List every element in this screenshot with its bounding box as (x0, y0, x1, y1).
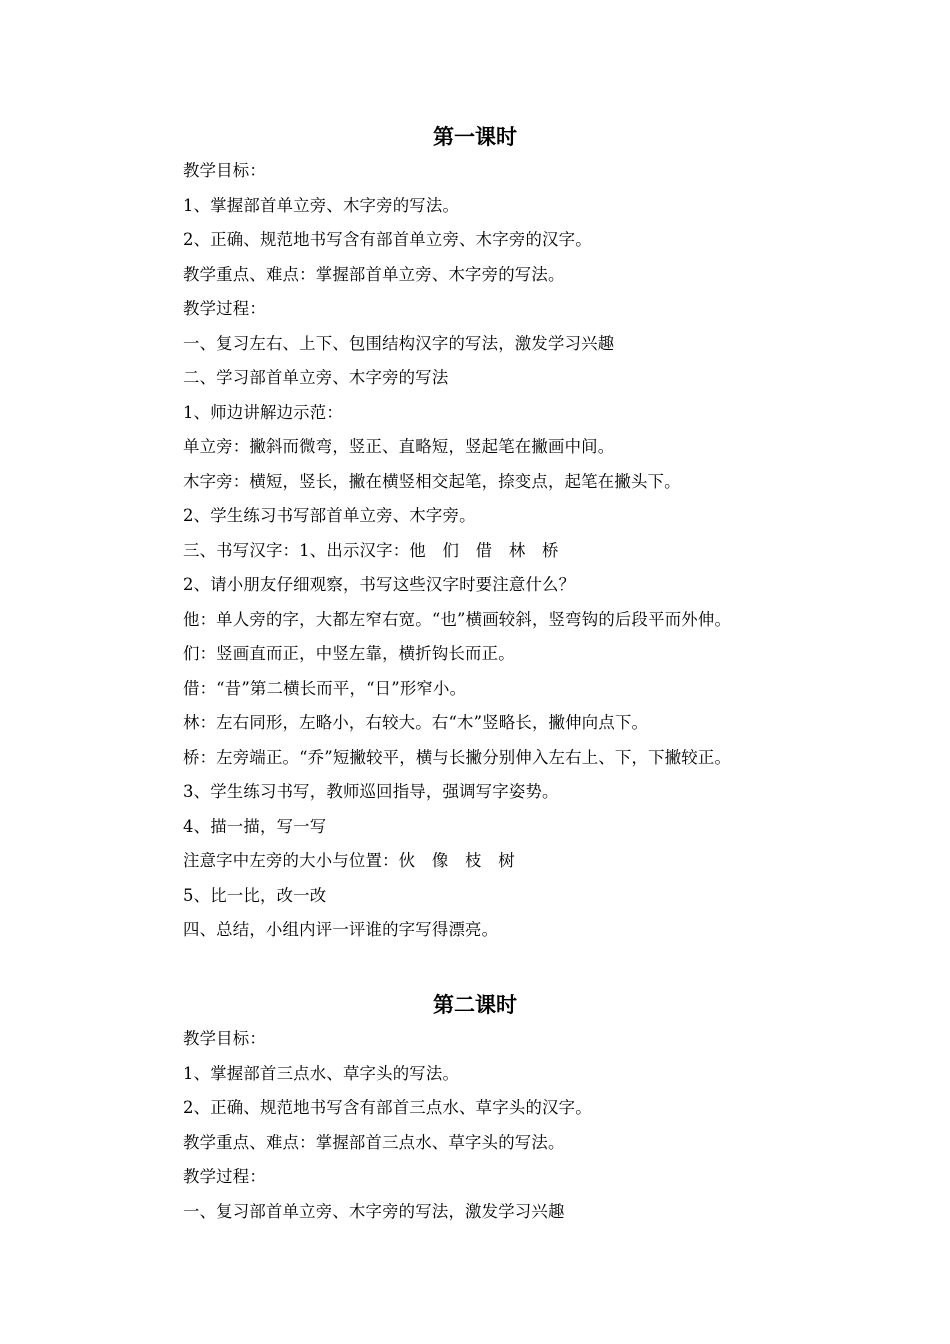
lesson-1-line: 桥：左旁端正。“乔”短撇较平，横与长撇分别伸入左右上、下，下撇较正。 (183, 747, 732, 767)
lesson-1-line: 林：左右同形，左略小，右较大。右“木”竖略长，撇伸向点下。 (183, 713, 649, 732)
lesson-2-section (183, 988, 823, 1229)
lesson-1-line: 5、比一比，改一改 (183, 885, 327, 905)
lesson-1-line: 木字旁：横短，竖长，撇在横竖相交起笔，捺变点，起笔在撇头下。 (183, 471, 681, 491)
lesson-1-line: 二、学习部首单立旁、木字旁的写法 (183, 368, 449, 387)
lesson-2-line: 一、复习部首单立旁、木字旁的写法，激发学习兴趣 (183, 1201, 565, 1221)
lesson-1-line: 四、总结，小组内评一评谁的字写得漂亮。 (183, 920, 499, 939)
lesson-2-line: 教学重点、难点：掌握部首三点水、草字头的写法。 (183, 1132, 565, 1152)
lesson-2-lines (183, 1022, 823, 1229)
lesson-1-line: 一、复习左右、上下、包围结构汉字的写法，激发学习兴趣 (183, 333, 615, 353)
lesson-1-line: 单立旁：撇斜而微弯，竖正、直略短，竖起笔在撇画中间。 (183, 437, 615, 456)
lesson-1-line: 借：“昔”第二横长而平，“日”形窄小。 (183, 678, 467, 698)
lesson-2-title: 第二课时 (433, 993, 517, 1017)
lesson-1-line: 三、书写汉字：1、出示汉字：他 们 借 林 桥 (183, 540, 559, 560)
lesson-2-line: 教学目标： (183, 1029, 266, 1048)
lesson-1-line: 们：竖画直而正，中竖左靠，横折钩长而正。 (183, 644, 515, 663)
lesson-1-line: 教学过程： (183, 299, 266, 318)
lesson-1-line: 2、学生练习书写部首单立旁、木字旁。 (183, 506, 476, 525)
lesson-1-line: 1、掌握部首单立旁、木字旁的写法。 (183, 195, 460, 215)
lesson-2-line: 2、正确、规范地书写含有部首三点水、草字头的汉字。 (183, 1098, 592, 1117)
lesson-1-line: 他：单人旁的字，大都左窄右宽。“也”横画较斜，竖弯钩的后段平而外伸。 (183, 609, 732, 629)
lesson-1-line: 教学重点、难点：掌握部首单立旁、木字旁的写法。 (183, 264, 565, 284)
lesson-1-lines (183, 154, 823, 948)
lesson-1-line: 2、正确、规范地书写含有部首单立旁、木字旁的汉字。 (183, 230, 592, 249)
lesson-2-line: 1、掌握部首三点水、草字头的写法。 (183, 1063, 460, 1083)
lesson-1-line: 2、请小朋友仔细观察，书写这些汉字时要注意什么？ (183, 575, 576, 594)
lesson-1-line: 1、师边讲解边示范： (183, 402, 343, 422)
lesson-2-line: 教学过程： (183, 1167, 266, 1186)
lesson-1-line: 3、学生练习书写，教师巡回指导，强调写字姿势。 (183, 782, 559, 801)
lesson-1-title: 第一课时 (433, 125, 517, 149)
lesson-1-line: 4、描一描，写一写 (183, 816, 327, 836)
lesson-1-line: 注意字中左旁的大小与位置：伙 像 枝 树 (183, 851, 515, 870)
lesson-1-section (183, 120, 823, 948)
lesson-1-line: 教学目标： (183, 161, 266, 180)
